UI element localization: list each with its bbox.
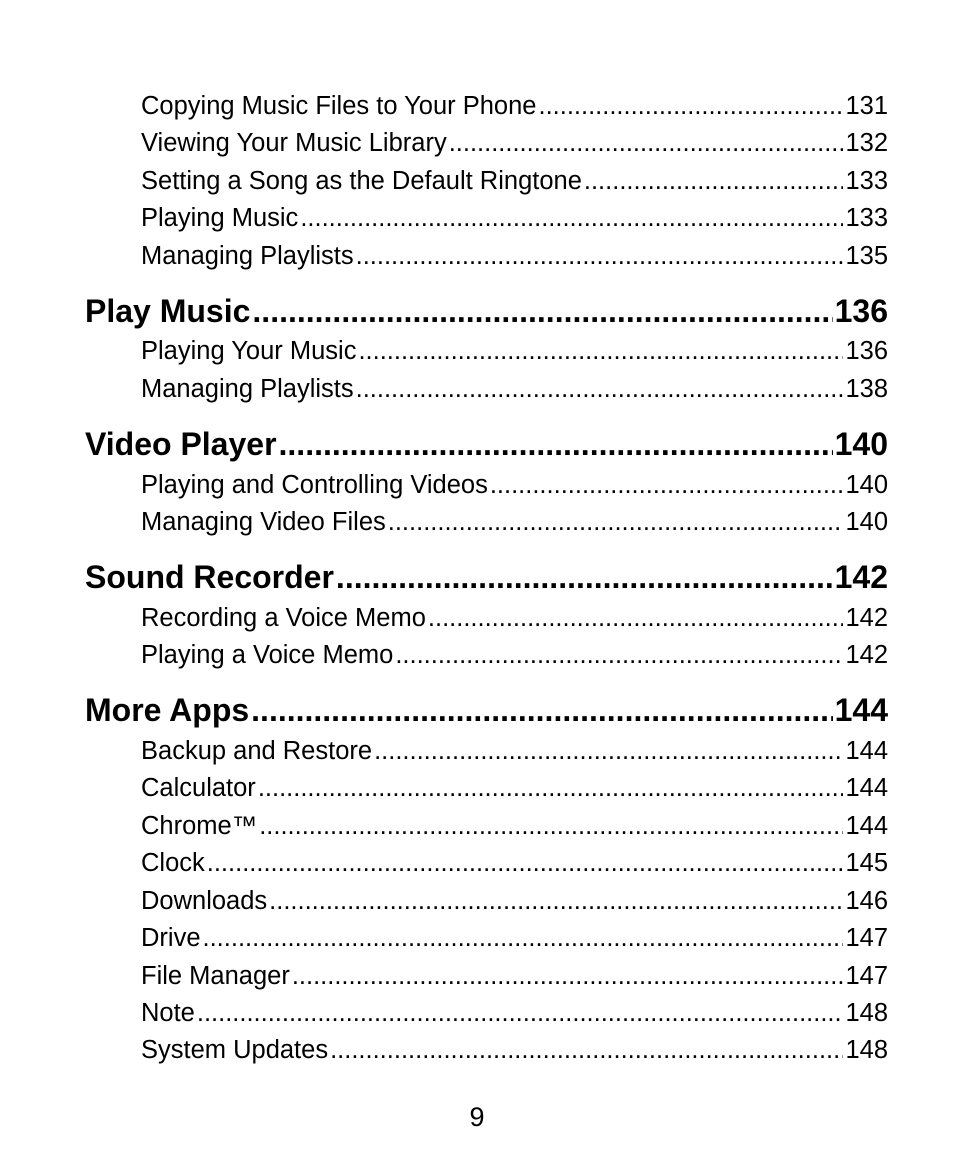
toc-section-heading[interactable] [85, 290, 888, 332]
toc-leader-dots [395, 638, 843, 672]
toc-leader-dots [538, 89, 843, 123]
toc-entry-page: 144 [845, 737, 888, 765]
toc-entry[interactable] [141, 164, 888, 198]
toc-section-title: Video Player [85, 426, 277, 462]
toc-entry[interactable] [141, 505, 888, 539]
toc-leader-dots [374, 734, 843, 768]
toc-entry-title: Chrome™ [141, 812, 258, 840]
toc-section-heading[interactable] [85, 689, 888, 731]
toc-leader-dots [336, 556, 833, 598]
toc-leader-dots [584, 164, 844, 198]
toc-entry[interactable] [141, 638, 888, 672]
toc-entry-title: Copying Music Files to Your Phone [141, 92, 537, 120]
toc-entry-title: Playing and Controlling Videos [141, 471, 488, 499]
toc-section-heading[interactable] [85, 423, 888, 465]
toc-entry-title: Clock [141, 849, 205, 877]
toc-entry-page: 135 [845, 242, 888, 270]
toc-leader-dots [356, 372, 844, 406]
toc-leader-dots [300, 201, 843, 235]
toc-entry-page: 142 [845, 641, 888, 669]
toc-section-title: Play Music [85, 293, 251, 329]
toc-entry[interactable] [141, 126, 888, 160]
toc-entry-title: Calculator [141, 774, 256, 802]
toc-entry[interactable] [141, 334, 888, 368]
toc-section-title: More Apps [85, 692, 250, 728]
toc-entry-title: Drive [141, 924, 201, 952]
toc-entry-title: Downloads [141, 887, 268, 915]
toc-leader-dots [203, 921, 844, 955]
toc-entry-title: Setting a Song as the Default Ringtone [141, 167, 582, 195]
toc-entry[interactable] [141, 884, 888, 918]
toc-entry-page: 148 [845, 1036, 888, 1064]
toc-entry-page: 148 [845, 999, 888, 1027]
toc-entry[interactable] [141, 959, 888, 993]
toc-entry-title: File Manager [141, 962, 290, 990]
toc-entry[interactable] [141, 601, 888, 635]
toc-entry-page: 140 [845, 471, 888, 499]
toc-entry-title: Note [141, 999, 195, 1027]
toc-entry[interactable] [141, 239, 888, 273]
toc-leader-dots [490, 468, 844, 502]
toc-leader-dots [252, 290, 832, 332]
toc-entry-page: 147 [845, 962, 888, 990]
toc-leader-dots [292, 959, 844, 993]
toc-section-page: 136 [834, 293, 888, 329]
toc-leader-dots [358, 334, 843, 368]
toc-entry[interactable] [141, 372, 888, 406]
toc-leader-dots [197, 996, 844, 1030]
toc-entry-page: 145 [845, 849, 888, 877]
toc-entry-page: 140 [845, 508, 888, 536]
toc-entry-title: Recording a Voice Memo [141, 604, 426, 632]
toc-entry-page: 147 [845, 924, 888, 952]
toc-entry[interactable] [141, 996, 888, 1030]
toc-entry-page: 138 [845, 375, 888, 403]
toc-entry-title: Viewing Your Music Library [141, 129, 447, 157]
toc-entry-page: 144 [845, 812, 888, 840]
toc-entry-page: 142 [845, 604, 888, 632]
toc-entry-title: Managing Playlists [141, 242, 354, 270]
toc-entry-title: Playing Music [141, 204, 299, 232]
page-number: 9 [469, 1102, 485, 1132]
toc-section-page: 144 [834, 692, 888, 728]
toc-entry-page: 133 [845, 167, 888, 195]
toc-entry-page: 132 [845, 129, 888, 157]
toc-entry[interactable] [141, 89, 888, 123]
toc-entry[interactable] [141, 921, 888, 955]
toc-leader-dots [388, 505, 844, 539]
toc-leader-dots [251, 689, 832, 731]
toc-section-page: 140 [834, 426, 888, 462]
toc-section-heading[interactable] [85, 556, 888, 598]
toc-entry[interactable] [141, 771, 888, 805]
toc-leader-dots [330, 1033, 843, 1067]
toc-leader-dots [207, 846, 844, 880]
toc-leader-dots [258, 771, 844, 805]
toc-entry-title: Managing Playlists [141, 375, 354, 403]
toc-entry-page: 136 [845, 337, 888, 365]
toc-entry-title: Playing Your Music [141, 337, 357, 365]
toc-entry-page: 146 [845, 887, 888, 915]
toc-entry[interactable] [141, 846, 888, 880]
toc-leader-dots [259, 809, 843, 843]
toc-entry-title: Backup and Restore [141, 737, 373, 765]
toc-entry[interactable] [141, 201, 888, 235]
toc-entry[interactable] [141, 1033, 888, 1067]
toc-entry-title: Managing Video Files [141, 508, 386, 536]
toc-leader-dots [269, 884, 843, 918]
toc-entry[interactable] [141, 468, 888, 502]
toc-entry-page: 131 [845, 92, 888, 120]
toc-entry[interactable] [141, 734, 888, 768]
toc-section-title: Sound Recorder [85, 559, 334, 595]
toc-leader-dots [279, 423, 833, 465]
toc-entry-page: 133 [845, 204, 888, 232]
toc-leader-dots [356, 239, 844, 273]
toc-leader-dots [449, 126, 844, 160]
toc-entry-title: System Updates [141, 1036, 329, 1064]
toc-entry-page: 144 [845, 774, 888, 802]
toc-entry-title: Playing a Voice Memo [141, 641, 394, 669]
toc-leader-dots [428, 601, 844, 635]
toc-section-page: 142 [834, 559, 888, 595]
toc-entry[interactable] [141, 809, 888, 843]
